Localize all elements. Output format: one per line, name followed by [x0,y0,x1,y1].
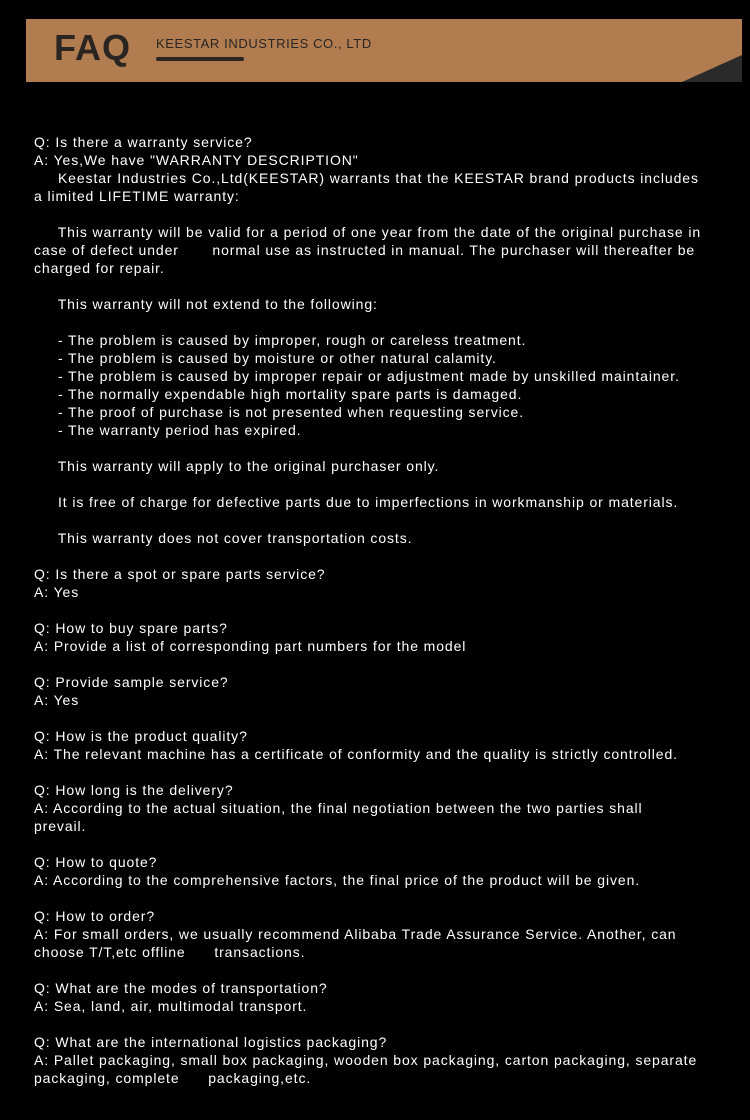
faq-question: Q: Provide sample service? [34,674,229,690]
faq-question: Q: How long is the delivery? [34,782,234,798]
faq-text-line: packaging, complete packaging,etc. [34,1070,312,1086]
blank-line [34,277,746,295]
faq-text-line: This warranty will be valid for a period of one year from the date of the original purchase in [34,224,702,240]
faq-text-line: prevail. [34,818,87,834]
faq-text-line: - The problem is caused by improper, rough or careless treatment. [34,332,527,348]
faq-text-line: A: Sea, land, air, multimodal transport. [34,998,308,1014]
faq-text-line: This warranty will not extend to the following: [34,296,378,312]
faq-text-line: This warranty does not cover transportation costs. [34,530,413,546]
faq-content [34,133,746,1087]
faq-question: Q: How to quote? [34,854,158,870]
blank-line [34,889,746,907]
faq-banner [26,19,742,82]
faq-text-line: - The normally expendable high mortality spare parts is damaged. [34,386,523,402]
faq-text-line: a limited LIFETIME warranty: [34,188,240,204]
faq-text-line: case of defect under normal use as instructed in manual. The purchaser will thereafter be [34,242,696,258]
faq-text-line: - The warranty period has expired. [34,422,302,438]
faq-question: Q: Is there a warranty service? [34,134,253,150]
faq-question: Q: How is the product quality? [34,728,248,744]
title-underline [156,57,244,61]
blank-line [34,601,746,619]
faq-text-line: - The problem is caused by moisture or other natural calamity. [34,350,497,366]
faq-text-line: It is free of charge for defective parts due to imperfections in workmanship or materials. [34,494,679,510]
faq-text-line: A: The relevant machine has a certificate of conformity and the quality is strictly controlled. [34,746,678,762]
faq-text-line: A: Provide a list of corresponding part numbers for the model [34,638,467,654]
faq-question: Q: What are the international logistics packaging? [34,1034,388,1050]
faq-text-line: A: Yes [34,692,80,708]
faq-question: Q: How to buy spare parts? [34,620,228,636]
faq-text-line: choose T/T,etc offline transactions. [34,944,306,960]
blank-line [34,313,746,331]
blank-line [34,655,746,673]
faq-text-line: A: Yes,We have "WARRANTY DESCRIPTION" [34,152,359,168]
faq-text-line: A: Yes [34,584,80,600]
faq-question: Q: What are the modes of transportation? [34,980,328,996]
blank-line [34,1015,746,1033]
corner-decoration [682,55,742,82]
blank-line [34,763,746,781]
page-title: FAQ [54,27,132,68]
blank-line [34,205,746,223]
blank-line [34,439,746,457]
faq-text-line: A: According to the comprehensive factors, the final price of the product will be given. [34,872,641,888]
faq-text-line: A: Pallet packaging, small box packaging, wooden box packaging, carton packaging, separate [34,1052,698,1068]
blank-line [34,835,746,853]
faq-text-line: A: For small orders, we usually recommend Alibaba Trade Assurance Service. Another, can [34,926,677,942]
faq-text-line: charged for repair. [34,260,165,276]
faq-text-line: - The proof of purchase is not presented when requesting service. [34,404,524,420]
faq-text-line: Keestar Industries Co.,Ltd(KEESTAR) warrants that the KEESTAR brand products includes [34,170,699,186]
faq-text-line: A: According to the actual situation, the final negotiation between the two parties shall [34,800,643,816]
blank-line [34,475,746,493]
blank-line [34,547,746,565]
faq-text-line: This warranty will apply to the original purchaser only. [34,458,440,474]
faq-text-line: - The problem is caused by improper repair or adjustment made by unskilled maintainer. [34,368,680,384]
blank-line [34,961,746,979]
blank-line [34,511,746,529]
company-name: KEESTAR INDUSTRIES CO., LTD [156,36,372,51]
faq-question: Q: Is there a spot or spare parts service? [34,566,326,582]
faq-question: Q: How to order? [34,908,155,924]
blank-line [34,709,746,727]
